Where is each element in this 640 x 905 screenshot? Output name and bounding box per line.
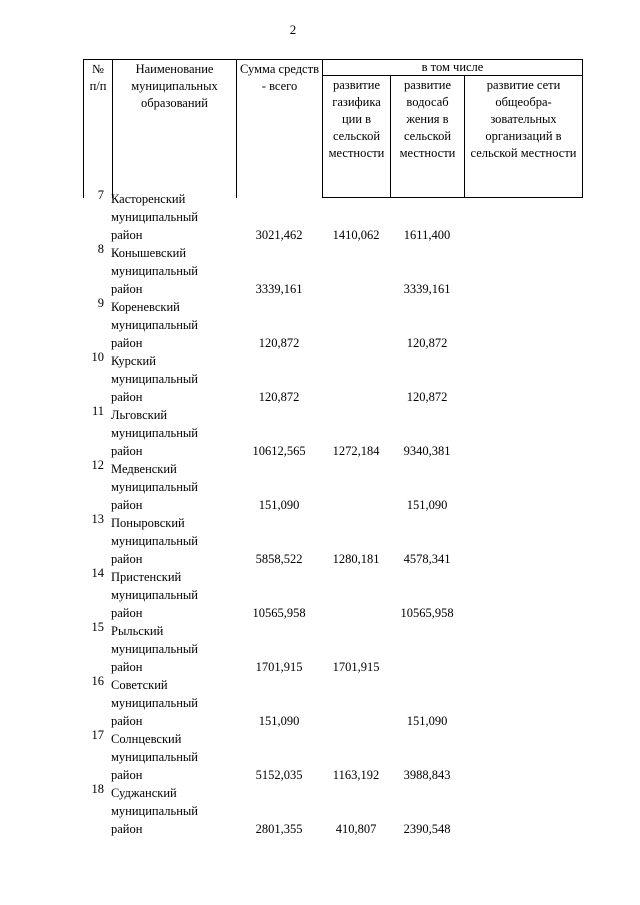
gas-amount: 1163,192 [332, 768, 380, 782]
municipality-name [111, 406, 231, 460]
municipality-name-line: Пристенский [111, 570, 182, 584]
municipality-name-line: Кореневский [111, 300, 180, 314]
row-number: 13 [91, 512, 104, 526]
water-amount: 120,872 [406, 390, 448, 404]
total-amount: 10612,565 [252, 444, 306, 458]
gas-amount: 1410,062 [332, 228, 380, 242]
municipality-name [111, 730, 231, 784]
municipality-name-line: муниципальный [111, 318, 198, 332]
water-amount: 10565,958 [400, 606, 454, 620]
municipality-name-line: район [111, 228, 143, 242]
water-amount: 3988,843 [403, 768, 451, 782]
municipality-name [111, 784, 231, 838]
municipality-name-line: район [111, 336, 143, 350]
municipality-name-line: Льговский [111, 408, 168, 422]
table-body [0, 186, 640, 834]
water-amount: 1611,400 [403, 228, 451, 242]
table-row [0, 672, 640, 726]
municipality-name-line: муниципальный [111, 372, 198, 386]
total-amount: 1701,915 [255, 660, 303, 674]
municipality-name-line: муниципальный [111, 210, 198, 224]
header-group: в том числе [323, 60, 583, 76]
water-amount: 151,090 [406, 714, 448, 728]
total-amount: 2801,355 [255, 822, 303, 836]
municipality-name-line: Касторенский [111, 192, 186, 206]
gas-amount: 410,807 [335, 822, 377, 836]
table-row [0, 240, 640, 294]
header-number: № п/п [84, 60, 113, 198]
total-amount: 5152,035 [255, 768, 303, 782]
total-amount: 5858,522 [255, 552, 303, 566]
row-number: 18 [91, 782, 104, 796]
municipality-name-line: район [111, 768, 143, 782]
page-number: 2 [289, 22, 297, 37]
municipality-name-line: район [111, 606, 143, 620]
water-amount: 120,872 [406, 336, 448, 350]
municipality-name-line: муниципальный [111, 480, 198, 494]
total-amount: 3339,161 [255, 282, 303, 296]
table-row [0, 510, 640, 564]
municipality-name-line: Солнцевский [111, 732, 182, 746]
municipality-name [111, 622, 231, 676]
total-amount: 151,090 [258, 498, 300, 512]
header-total: Сумма средств - всего [237, 60, 323, 198]
municipality-name-line: район [111, 498, 143, 512]
municipality-name-line: муниципальный [111, 588, 198, 602]
header-education: развитие сети общеобра- зовательных организаций в сельской местности [465, 76, 583, 198]
municipality-name-line: Советский [111, 678, 168, 692]
municipality-name-line: Поныровский [111, 516, 185, 530]
table-row [0, 564, 640, 618]
table-row [0, 618, 640, 672]
gas-amount: 1701,915 [332, 660, 380, 674]
total-amount: 120,872 [258, 336, 300, 350]
total-amount: 120,872 [258, 390, 300, 404]
water-amount: 151,090 [406, 498, 448, 512]
table-row [0, 780, 640, 834]
water-amount: 4578,341 [403, 552, 451, 566]
municipality-name-line: муниципальный [111, 264, 198, 278]
header-water: развитие водосаб жения в сельской местности [391, 76, 465, 198]
municipality-name-line: Медвенский [111, 462, 177, 476]
municipality-name-line: район [111, 660, 143, 674]
row-number: 16 [91, 674, 104, 688]
table-row [0, 456, 640, 510]
table-row [0, 348, 640, 402]
gas-amount: 1272,184 [332, 444, 380, 458]
municipality-name-line: муниципальный [111, 642, 198, 656]
municipality-name-line: муниципальный [111, 696, 198, 710]
table-row [0, 294, 640, 348]
table-row [0, 186, 640, 240]
row-number: 9 [97, 296, 104, 310]
row-number: 10 [91, 350, 104, 364]
municipality-name-line: район [111, 552, 143, 566]
municipality-name-line: район [111, 714, 143, 728]
municipality-name-line: Рыльский [111, 624, 164, 638]
municipality-name [111, 244, 231, 298]
total-amount: 151,090 [258, 714, 300, 728]
table-row [0, 402, 640, 456]
row-number: 14 [91, 566, 104, 580]
municipality-name [111, 298, 231, 352]
municipality-name [111, 514, 231, 568]
table-row [0, 726, 640, 780]
row-number: 7 [97, 188, 104, 202]
municipality-name-line: район [111, 444, 143, 458]
municipality-name [111, 568, 231, 622]
municipality-name-line: муниципальный [111, 534, 198, 548]
total-amount: 3021,462 [255, 228, 303, 242]
municipality-name [111, 352, 231, 406]
municipality-name-line: Конышевский [111, 246, 187, 260]
municipality-name-line: Суджанский [111, 786, 177, 800]
table-header [83, 59, 583, 198]
municipality-name-line: муниципальный [111, 750, 198, 764]
municipality-name-line: Курский [111, 354, 156, 368]
water-amount: 9340,381 [403, 444, 451, 458]
row-number: 15 [91, 620, 104, 634]
header-gas: развитие газифика ции в сельской местности [323, 76, 391, 198]
municipality-name-line: район [111, 822, 143, 836]
municipality-name-line: район [111, 282, 143, 296]
municipality-name-line: район [111, 390, 143, 404]
gas-amount: 1280,181 [332, 552, 380, 566]
header-name: Наименование муниципальных образований [113, 60, 237, 198]
row-number: 17 [91, 728, 104, 742]
municipality-name [111, 676, 231, 730]
municipality-name-line: муниципальный [111, 804, 198, 818]
water-amount: 3339,161 [403, 282, 451, 296]
municipality-name-line: муниципальный [111, 426, 198, 440]
row-number: 12 [91, 458, 104, 472]
row-number: 11 [91, 404, 104, 418]
row-number: 8 [97, 242, 104, 256]
municipality-name [111, 460, 231, 514]
total-amount: 10565,958 [252, 606, 306, 620]
water-amount: 2390,548 [403, 822, 451, 836]
municipality-name [111, 190, 231, 244]
